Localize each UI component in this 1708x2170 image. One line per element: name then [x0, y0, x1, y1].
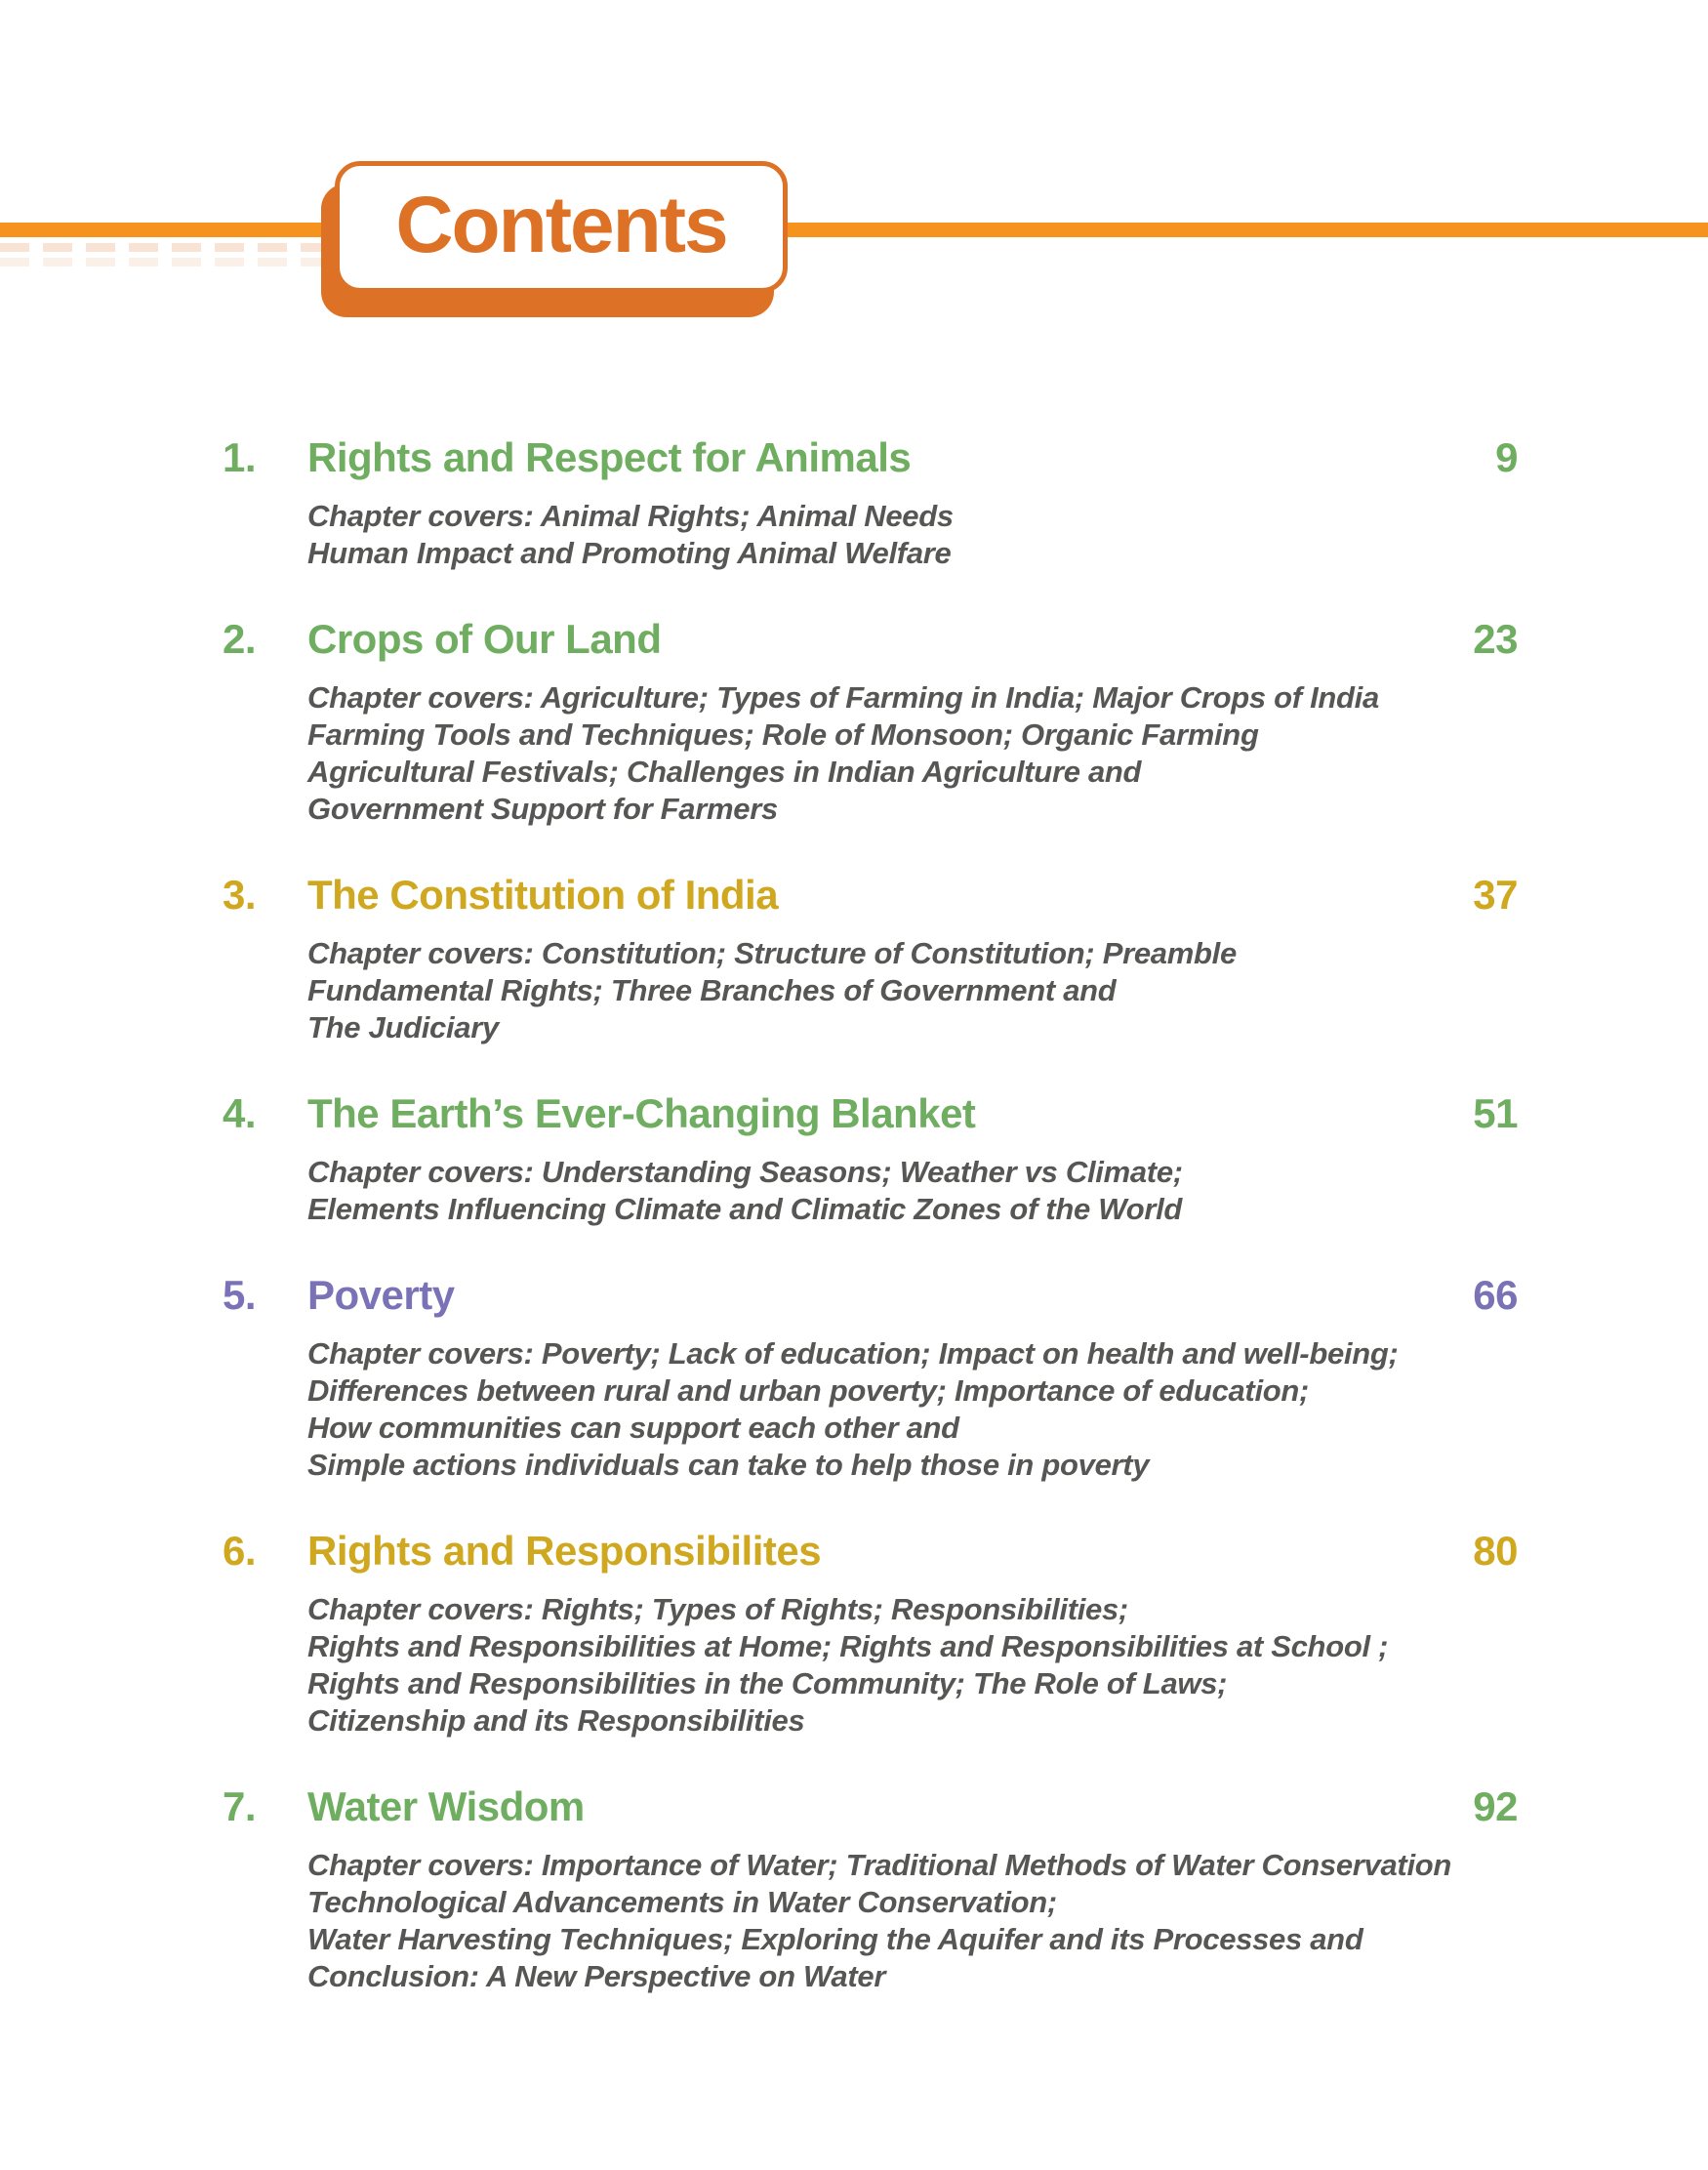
chapter-description-line: Conclusion: A New Perspective on Water — [307, 1959, 886, 1993]
header-rule — [0, 223, 1708, 237]
chapter-description — [307, 935, 1518, 1046]
chapter-description-line: Chapter covers: Poverty; Lack of education; Impact on health and well-being; — [307, 1336, 1399, 1371]
chapter-number: 1. — [223, 434, 257, 480]
chapter-description-line: Farming Tools and Techniques; Role of Monsoon; Organic Farming — [307, 717, 1259, 752]
chapter-title: The Earth’s Ever-Changing Blanket — [307, 1090, 976, 1136]
chapter-title: Rights and Respect for Animals — [307, 434, 912, 480]
toc-entry-head — [223, 1783, 1518, 1829]
toc-entry — [223, 1090, 1518, 1228]
toc-entry-head — [223, 1528, 1518, 1574]
chapter-number: 4. — [223, 1090, 257, 1136]
chapter-description-line: Technological Advancements in Water Conservation; — [307, 1885, 1057, 1919]
chapter-page-number: 66 — [1473, 1272, 1518, 1318]
chapter-description-line: The Judiciary — [307, 1010, 499, 1044]
chapter-description — [307, 498, 1518, 572]
toc-entry — [223, 1528, 1518, 1740]
chapter-title: Water Wisdom — [307, 1783, 585, 1829]
toc-entry — [223, 1272, 1518, 1484]
chapter-page-number: 9 — [1495, 434, 1518, 480]
chapter-description-line: Chapter covers: Understanding Seasons; Weather vs Climate; — [307, 1155, 1183, 1189]
chapter-description — [307, 1847, 1518, 1995]
chapter-number: 6. — [223, 1528, 257, 1574]
chapter-description — [307, 1591, 1518, 1740]
chapter-description-line: Human Impact and Promoting Animal Welfare — [307, 536, 952, 570]
chapter-page-number: 92 — [1473, 1783, 1518, 1829]
page-title: Contents — [395, 180, 727, 269]
toc-entry — [223, 872, 1518, 1046]
chapter-title: Crops of Our Land — [307, 616, 662, 662]
chapter-description-line: Rights and Responsibilities at Home; Rights and Responsibilities at School ; — [307, 1629, 1389, 1663]
toc-entry — [223, 616, 1518, 828]
toc-entry-head — [223, 1272, 1518, 1318]
contents-title-box — [335, 161, 788, 293]
chapter-description-line: How communities can support each other and — [307, 1411, 959, 1445]
chapter-description — [307, 679, 1518, 828]
chapter-number: 2. — [223, 616, 257, 662]
chapter-page-number: 23 — [1473, 616, 1518, 662]
chapter-description-line: Citizenship and its Responsibilities — [307, 1703, 805, 1738]
toc-entry — [223, 434, 1518, 572]
chapter-description-line: Chapter covers: Constitution; Structure of Constitution; Preamble — [307, 936, 1237, 970]
chapter-title: The Constitution of India — [307, 872, 779, 918]
chapter-page-number: 80 — [1473, 1528, 1518, 1574]
toc-entry — [223, 1783, 1518, 1995]
chapter-description-line: Simple actions individuals can take to help those in poverty — [307, 1448, 1150, 1482]
chapter-description-line: Chapter covers: Importance of Water; Traditional Methods of Water Conservation — [307, 1848, 1452, 1882]
chapter-page-number: 37 — [1473, 872, 1518, 918]
toc-entry-head — [223, 434, 1518, 480]
header-rule-dashes — [0, 258, 328, 266]
header-rule-dashes — [0, 243, 328, 252]
chapter-number: 7. — [223, 1783, 257, 1829]
chapter-description-line: Government Support for Farmers — [307, 792, 778, 826]
chapter-title: Poverty — [307, 1272, 455, 1318]
toc-entry-head — [223, 1090, 1518, 1136]
chapter-description-line: Water Harvesting Techniques; Exploring the Aquifer and its Processes and — [307, 1922, 1363, 1956]
chapter-number: 3. — [223, 872, 257, 918]
chapter-description — [307, 1154, 1518, 1228]
toc-list — [223, 434, 1518, 2042]
toc-entry-head — [223, 872, 1518, 918]
chapter-description — [307, 1335, 1518, 1484]
chapter-description-line: Rights and Responsibilities in the Community; The Role of Laws; — [307, 1666, 1228, 1700]
chapter-number: 5. — [223, 1272, 257, 1318]
chapter-page-number: 51 — [1473, 1090, 1518, 1136]
chapter-description-line: Differences between rural and urban poverty; Importance of education; — [307, 1373, 1310, 1408]
toc-entry-head — [223, 616, 1518, 662]
chapter-description-line: Elements Influencing Climate and Climatic Zones of the World — [307, 1192, 1183, 1226]
chapter-description-line: Chapter covers: Animal Rights; Animal Needs — [307, 499, 954, 533]
chapter-description-line: Chapter covers: Rights; Types of Rights; Responsibilities; — [307, 1592, 1128, 1626]
chapter-title: Rights and Responsibilites — [307, 1528, 822, 1574]
chapter-description-line: Fundamental Rights; Three Branches of Government and — [307, 973, 1117, 1007]
chapter-description-line: Agricultural Festivals; Challenges in Indian Agriculture and — [307, 755, 1142, 789]
chapter-description-line: Chapter covers: Agriculture; Types of Farming in India; Major Crops of India — [307, 680, 1379, 715]
